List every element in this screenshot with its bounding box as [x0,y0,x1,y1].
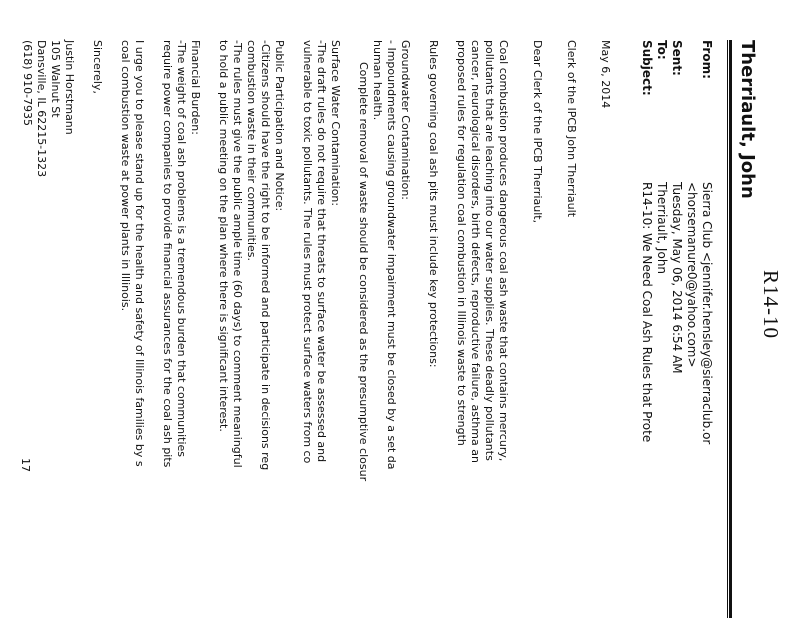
from-value: Sierra Club <jennifer.hensley@sierraclub.or [700,182,714,445]
subject-value: R14-10: We Need Coal Ash Rules that Prote [640,182,654,443]
public-participation-line: -Citizens should have the right to be informed and participate in decisions reg [259,40,272,471]
sender-name-heading: Therriault, John [737,40,758,199]
surface-water-line: -The draft rules do not require that threats to surface water be assessed and [315,40,328,463]
groundwater-line: Complete removal of waste should be considered as the presumptive closur [357,62,370,482]
letter-date: May 6, 2014 [599,40,612,109]
groundwater-line: human health. [371,40,384,121]
intro-line: cancer, neurological disorders, birth defects, reproductive failure, asthma an [469,40,482,463]
header-divider [729,40,732,618]
header-divider-thin [727,40,728,618]
letter-salutation: Dear Clerk of the IPCB Therriault, [531,40,544,224]
intro-line: Rules governing coal ash pits must include key protections: [427,40,440,368]
public-participation-line: to hold a public meeting on the plan where there is significant interest. [217,40,230,432]
signoff: Sincerely, [91,40,104,94]
groundwater-heading: Groundwater Contamination: [399,40,412,200]
page-number: 17 [19,458,32,472]
signature-phone: (618) 910-7935 [21,40,34,127]
intro-line: proposed rules for regulation coal combustion in Illinois waste to strength [455,40,468,446]
surface-water-heading: Surface Water Contamination: [329,40,342,207]
sent-value: Tuesday, May 06, 2014 6:54 AM [670,182,684,374]
intro-line: pollutants that are leaching into our water supplies. These deadly pollutants [483,40,496,461]
signature-city: Dansville, IL 62215-1323 [35,40,48,178]
closing-line: coal combustion waste at power plants in Illinois. [119,40,132,312]
financial-burden-heading: Financial Burden: [189,40,202,135]
sent-label: Sent: [670,40,684,76]
surface-water-line: vulnerable to toxic pollutants. The rules must protect surface waters from co [301,40,314,464]
subject-label: Subject: [640,40,654,96]
groundwater-line: - Impoundments causing groundwater impairment must be closed by a set da [385,40,398,470]
to-label: To: [655,40,669,60]
signature-name: Justin Horstmann [63,40,76,135]
public-participation-line: combustion waste in their communities. [245,40,258,262]
from-value-email: <horsemanure0@yahoo.com> [685,182,699,368]
public-participation-heading: Public Participation and Notice: [273,40,286,212]
docket-number: R14-10 [759,270,783,339]
letter-recipient: Clerk of the IPCB John Therriault [565,40,578,218]
signature-street: 105 Walnut St [49,40,62,118]
to-value: Therriault, John [655,182,669,275]
public-participation-line: -The rules must give the public ample time (60 days) to comment meaningful [231,40,244,468]
closing-line: I urge you to please stand up for the health and safety of Illinois families by s [133,40,146,467]
intro-line: Coal combustion produces dangerous coal ash waste that contains mercury, [497,40,510,462]
from-label: From: [700,40,714,79]
financial-burden-line: require power companies to provide financial assurances for the coal ash pits [161,40,174,468]
financial-burden-line: -The weight of coal ash problems is a tremendous burden that communities [175,40,188,458]
